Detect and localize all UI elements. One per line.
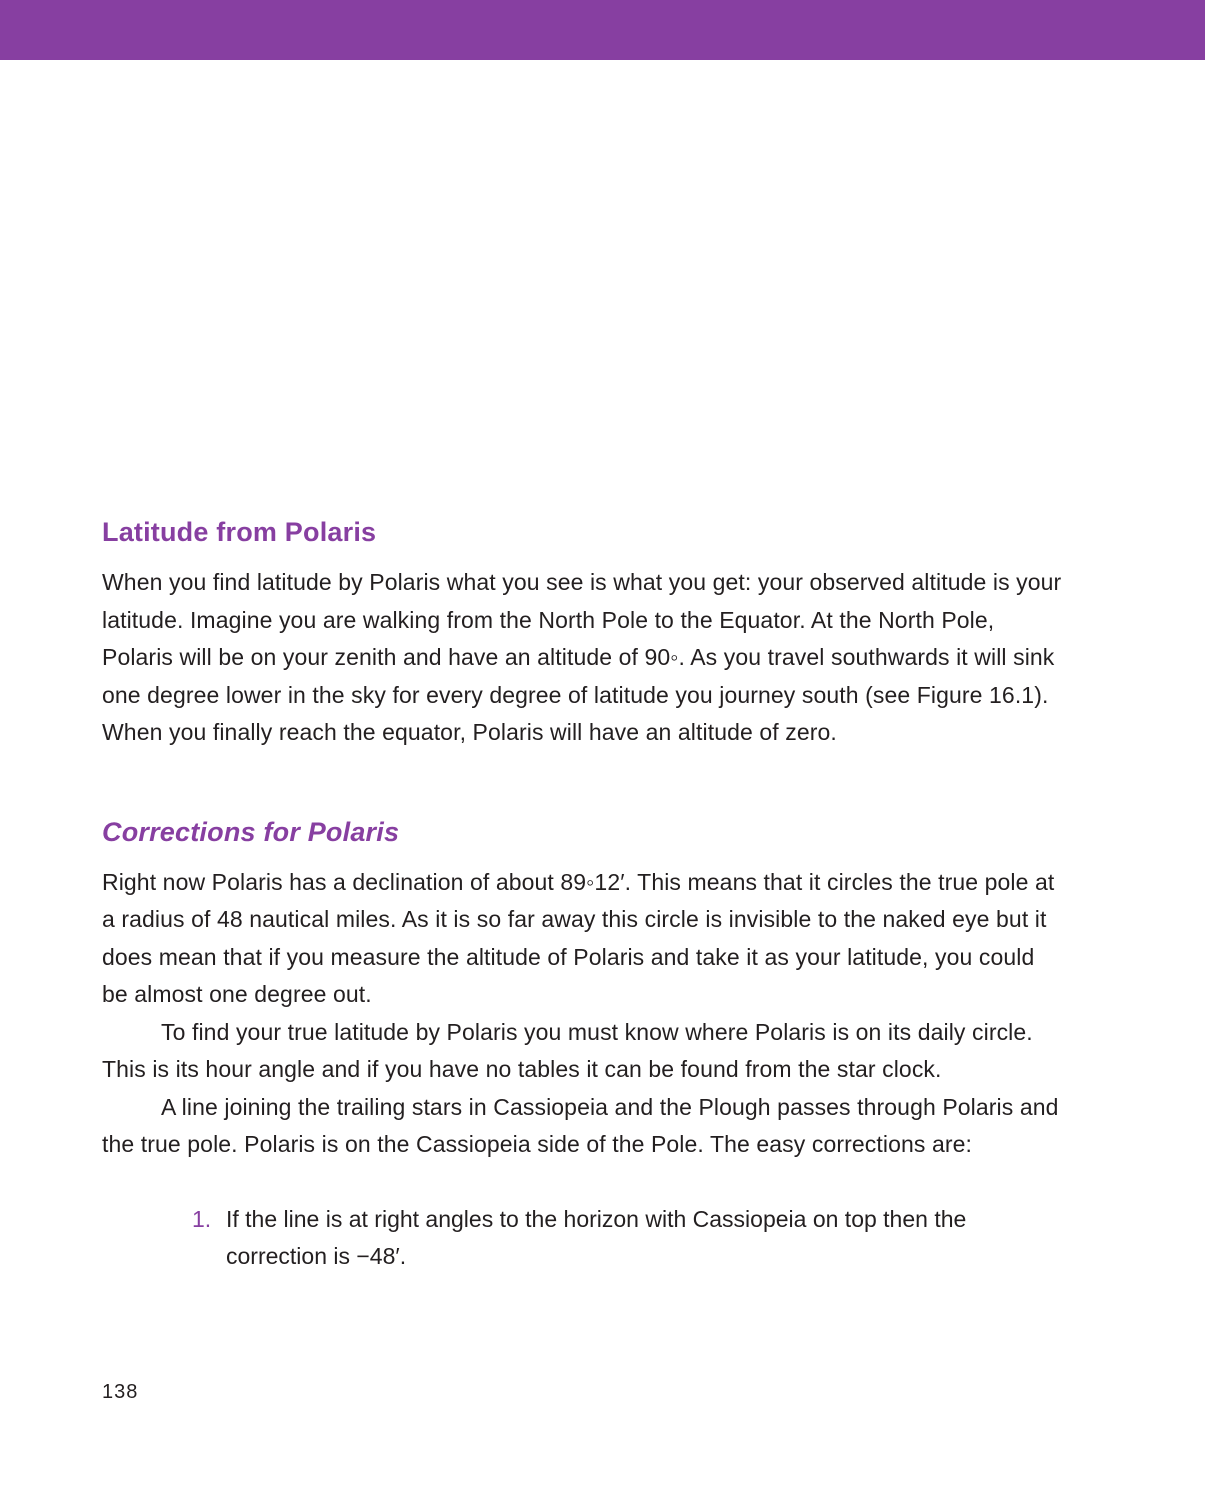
page-content	[102, 512, 1062, 1276]
list-item-number: 1.	[192, 1205, 212, 1232]
page-number: 138	[102, 1381, 139, 1403]
corrections-paragraph-3: A line joining the trailing stars in Cassiopeia and the Plough passes through Polaris and the true pole. Polaris is on the Cassiopeia side of the Pole. The easy corrections are:	[102, 1093, 1059, 1157]
header-color-bar	[0, 0, 1205, 60]
list-item	[192, 1201, 1062, 1276]
list-item-text: If the line is at right angles to the horizon with Cassiopeia on top then the correction is −48′.	[226, 1205, 967, 1269]
corrections-list	[102, 1201, 1062, 1276]
section-heading-corrections: Corrections for Polaris	[102, 816, 400, 847]
section-heading-latitude: Latitude from Polaris	[102, 517, 377, 547]
corrections-paragraph-1: Right now Polaris has a declination of about 89◦12′. This means that it circles the true pole at a radius of 48 nautical miles. As it is so far away this circle is invisible to the naked eye but it does mean that if you measure the altitude of Polaris and take it as your latitude, you could be almost one degree out.	[102, 868, 1055, 1007]
latitude-paragraph: When you find latitude by Polaris what you see is what you get: your observed altitude is your latitude. Imagine you are walking from the North Pole to the Equator. At the North Pole, Polaris will be on your zenith and have an altitude of 90◦. As you travel southwards it will sink one degree lower in the sky for every degree of latitude you journey south (see Figure 16.1). When you finally reach the equator, Polaris will have an altitude of zero.	[102, 569, 1062, 745]
corrections-paragraph-2: To find your true latitude by Polaris you must know where Polaris is on its daily circle. This is its hour angle and if you have no tables it can be found from the star clock.	[102, 1018, 1033, 1082]
